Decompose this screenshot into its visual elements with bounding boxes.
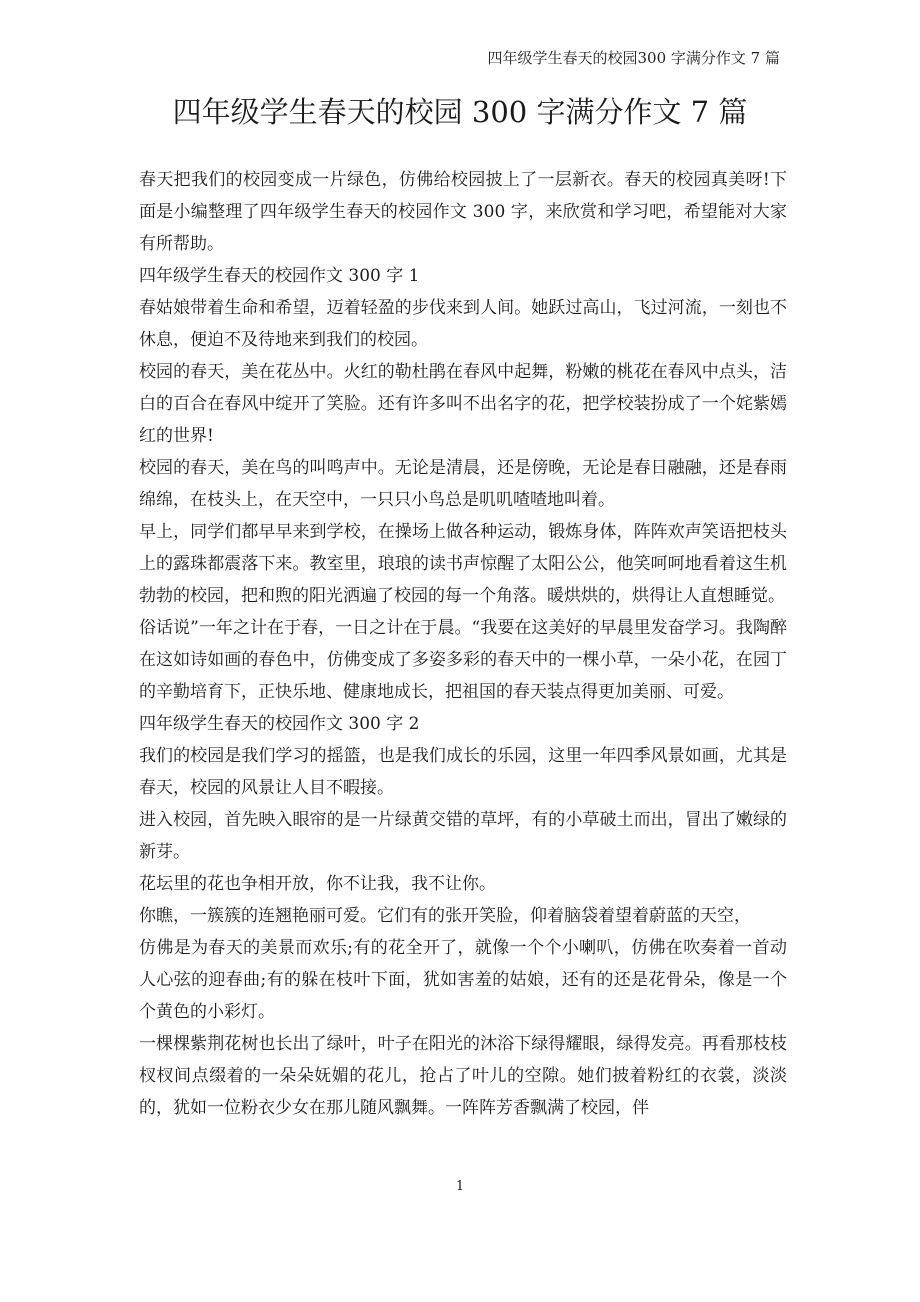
intro-paragraph: 春天把我们的校园变成一片绿色，仿佛给校园披上了一层新衣。春天的校园真美呀!下面是小编整理了四年级学生春天的校园作文 300 字，来欣赏和学习吧，希望能对大家有所帮助。 (139, 170, 787, 254)
body-paragraph: 我们的校园是我们学习的摇篮，也是我们成长的乐园，这里一年四季风景如画，尤其是春天，校园的风景让人目不暇接。 (139, 746, 787, 798)
running-header: 四年级学生春天的校园300 字满分作文 7 篇 (487, 49, 780, 67)
section-heading-2: 四年级学生春天的校园作文 300 字 2 (139, 714, 420, 734)
body-paragraph: 仿佛是为春天的美景而欢乐;有的花全开了，就像一个个小喇叭，仿佛在吹奏着一首动人心弦的迎春曲;有的躲在枝叶下面，犹如害羞的姑娘，还有的还是花骨朵，像是一个个黄色的小彩灯。 (139, 938, 787, 1022)
document-body (139, 164, 787, 1124)
body-paragraph: 校园的春天，美在花丛中。火红的勒杜鹃在春风中起舞，粉嫩的桃花在春风中点头，洁白的百合在春风中绽开了笑脸。还有许多叫不出名字的花，把学校装扮成了一个姹紫嫣红的世界! (139, 362, 787, 446)
body-paragraph: 俗话说”一年之计在于春，一日之计在于晨。“我要在这美好的早晨里发奋学习。我陶醉在这如诗如画的春色中，仿佛变成了多姿多彩的春天中的一棵小草，一朵小花，在园丁的辛勤培育下，正快乐地、健康地成长，把祖国的春天装点得更加美丽、可爱。 (139, 618, 787, 702)
body-paragraph: 早上，同学们都早早来到学校，在操场上做各种运动，锻炼身体，阵阵欢声笑语把枝头上的露珠都震落下来。教室里，琅琅的读书声惊醒了太阳公公，他笑呵呵地看着这生机勃勃的校园，把和煦的阳光洒遍了校园的每一个角落。暖烘烘的，烘得让人直想睡觉。 (139, 522, 787, 606)
body-paragraph: 一棵棵紫荆花树也长出了绿叶，叶子在阳光的沐浴下绿得耀眼，绿得发亮。再看那枝枝杈杈间点缀着的一朵朵妩媚的花儿，抢占了叶儿的空隙。她们披着粉红的衣裳，淡淡的，犹如一位粉衣少女在那儿随风飘舞。一阵阵芳香飘满了校园，伴 (139, 1034, 787, 1118)
body-paragraph: 进入校园，首先映入眼帘的是一片绿黄交错的草坪，有的小草破土而出，冒出了嫩绿的新芽。 (139, 810, 787, 862)
body-paragraph: 你瞧，一簇簇的连翘艳丽可爱。它们有的张开笑脸，仰着脑袋着望着蔚蓝的天空， (139, 906, 751, 926)
body-paragraph: 花坛里的花也争相开放，你不让我，我不让你。 (139, 874, 496, 894)
page-number: 1 (455, 1179, 465, 1194)
section-heading-1: 四年级学生春天的校园作文 300 字 1 (139, 266, 420, 286)
document-title: 四年级学生春天的校园 300 字满分作文 7 篇 (172, 95, 748, 129)
body-paragraph: 校园的春天，美在鸟的叫鸣声中。无论是清晨，还是傍晚，无论是春日融融，还是春雨绵绵，在枝头上，在天空中，一只只小鸟总是叽叽喳喳地叫着。 (139, 458, 787, 510)
body-paragraph: 春姑娘带着生命和希望，迈着轻盈的步伐来到人间。她跃过高山，飞过河流，一刻也不休息，便迫不及待地来到我们的校园。 (139, 298, 787, 350)
